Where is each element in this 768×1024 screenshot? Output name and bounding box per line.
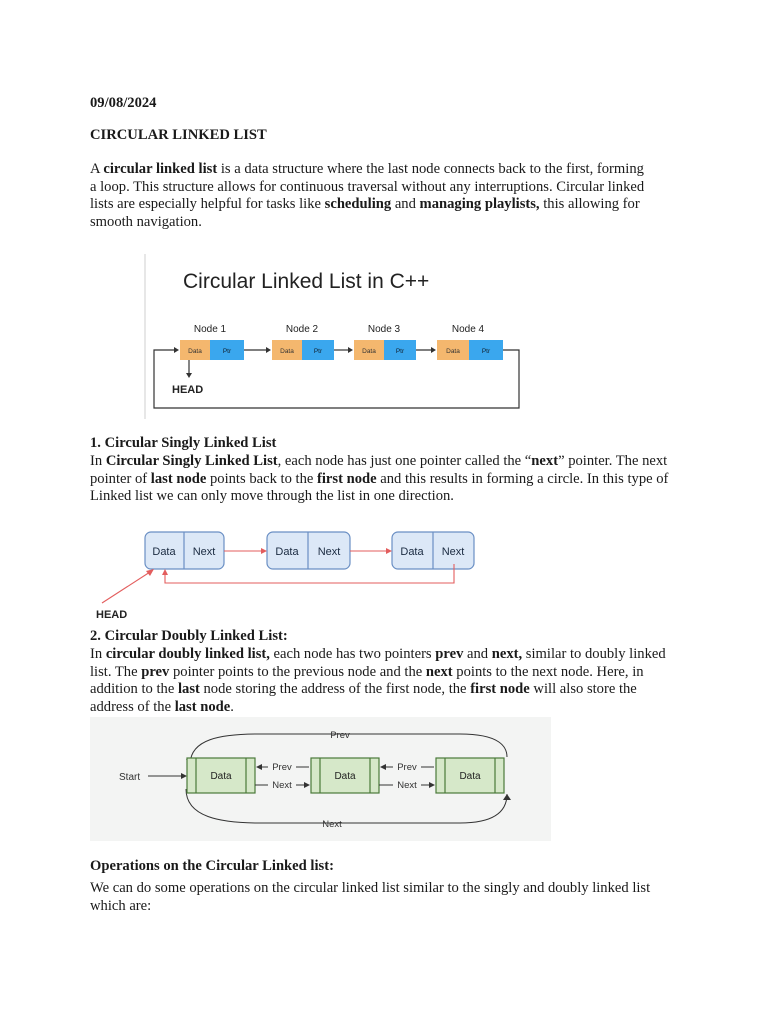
figure2-node-3 <box>392 532 474 569</box>
section1-text: In <box>90 453 106 469</box>
figure1-node-3 <box>354 324 416 360</box>
figure1-node-label: Node 1 <box>193 324 227 335</box>
figure2-data-label: Data <box>400 546 424 558</box>
intro-paragraph <box>90 161 650 231</box>
intro-bold: managing playlists, <box>419 196 540 212</box>
figure3-prev-label: Prev <box>397 762 417 773</box>
figure1-node-label: Node 4 <box>451 324 485 335</box>
section2-text: will also store the address of the <box>90 681 637 715</box>
figure3-next-label: Next <box>272 780 292 791</box>
figure-circular-singly-linked-list <box>90 524 490 624</box>
section1-bold: Circular Singly Linked List <box>105 453 278 469</box>
section3-paragraph: We can do some operations on the circular linked list similar to the singly and doubly linked list which are: <box>90 880 651 914</box>
figure1-head-label: HEAD <box>172 384 204 396</box>
figure-circular-linked-list-cpp <box>143 254 528 419</box>
figure3-next-label: Next <box>397 780 417 791</box>
section2-bold: last node <box>174 698 231 715</box>
figure1-data-label: Data <box>188 348 202 355</box>
section2-text: points to the next node. Here, in addition to the <box>90 663 644 697</box>
figure-circular-doubly-linked-list <box>90 717 551 841</box>
figure3-start-label: Start <box>119 772 141 783</box>
section1-heading: 1. Circular Singly Linked List <box>90 435 277 451</box>
section1-bold: next <box>531 453 559 469</box>
section2-bold: first node <box>470 681 530 697</box>
intro-text: is a data structure where the last node connects back to the first, forming a loop. This structure allows for continuous traversal without any interruptions. Circular linked lists are especially helpful for tasks like <box>90 161 645 212</box>
figure1-ptr-label: Ptr <box>395 348 405 355</box>
section2-bold: prev <box>141 663 170 680</box>
figure3-data-label: Data <box>459 771 481 782</box>
section2-bold: next <box>425 663 453 680</box>
figure3-node-3 <box>436 758 504 793</box>
section1-bold: first node <box>317 470 377 487</box>
figure1-ptr-label: Ptr <box>222 348 232 355</box>
section2-text: each node has two pointers <box>269 646 436 662</box>
section2-text: similar to doubly linked list. The <box>90 646 666 680</box>
section2-text: . <box>230 698 234 715</box>
figure3-prev-top-label: Prev <box>330 730 350 741</box>
figure1-data-label: Data <box>362 348 376 355</box>
figure1-node-label: Node 3 <box>367 324 401 335</box>
section2-text: pointer points to the previous node and the <box>169 663 426 680</box>
section1-text: ” pointer. The next pointer of <box>90 453 668 487</box>
section2-bold: circular doubly linked list, <box>105 646 270 662</box>
section1-paragraph <box>90 453 675 506</box>
figure3-prev-label: Prev <box>272 762 292 773</box>
figure3-next-bottom-label: Next <box>322 819 342 830</box>
intro-text: this allowing for smooth navigation. <box>90 196 640 230</box>
intro-text: and <box>391 196 420 212</box>
section2-bold: next, <box>491 646 523 662</box>
figure3-node-1 <box>187 758 255 793</box>
figure2-node-2 <box>267 532 350 569</box>
document-title: CIRCULAR LINKED LIST <box>90 127 267 143</box>
section2-bold: prev <box>435 646 464 662</box>
figure1-ptr-label: Ptr <box>481 348 491 355</box>
figure2-data-label: Data <box>152 546 176 558</box>
figure2-head-label: HEAD <box>96 609 128 621</box>
section2-bold: last <box>177 681 200 697</box>
figure3-data-label: Data <box>210 771 232 782</box>
section1-bold: last node <box>150 470 207 487</box>
figure1-node-2 <box>272 324 334 360</box>
figure1-data-label: Data <box>280 348 294 355</box>
section1-text: , each node has just one pointer called the “ <box>277 453 532 469</box>
figure1-node-1 <box>180 324 244 360</box>
intro-bold: circular linked list <box>103 161 218 177</box>
figure1-data-label: Data <box>446 348 460 355</box>
section2-text: node storing the address of the first node, the <box>199 681 471 697</box>
figure2-next-label: Next <box>441 546 465 558</box>
section3-heading: Operations on the Circular Linked list: <box>90 858 334 874</box>
figure3-node-2 <box>311 758 379 793</box>
section2-text: In <box>90 646 106 662</box>
section1-text: and this results in forming a circle. In this type of Linked list we can only move through the list in one direction. <box>90 470 669 504</box>
figure1-title: Circular Linked List in C++ <box>183 270 430 293</box>
document-date: 09/08/2024 <box>90 95 157 111</box>
figure2-next-label: Next <box>317 546 341 558</box>
section2-text: and <box>463 646 492 662</box>
figure3-data-label: Data <box>334 771 356 782</box>
section1-text: points back to the <box>206 470 317 487</box>
section2-paragraph <box>90 646 675 716</box>
intro-bold: scheduling <box>324 196 392 212</box>
figure2-node-1 <box>145 532 224 569</box>
intro-text: A <box>90 161 104 177</box>
figure2-next-label: Next <box>192 546 216 558</box>
figure1-ptr-label: Ptr <box>313 348 323 355</box>
figure1-node-4 <box>437 324 503 360</box>
section2-heading: 2. Circular Doubly Linked List: <box>90 628 288 644</box>
figure2-data-label: Data <box>275 546 299 558</box>
figure1-node-label: Node 2 <box>285 324 319 335</box>
